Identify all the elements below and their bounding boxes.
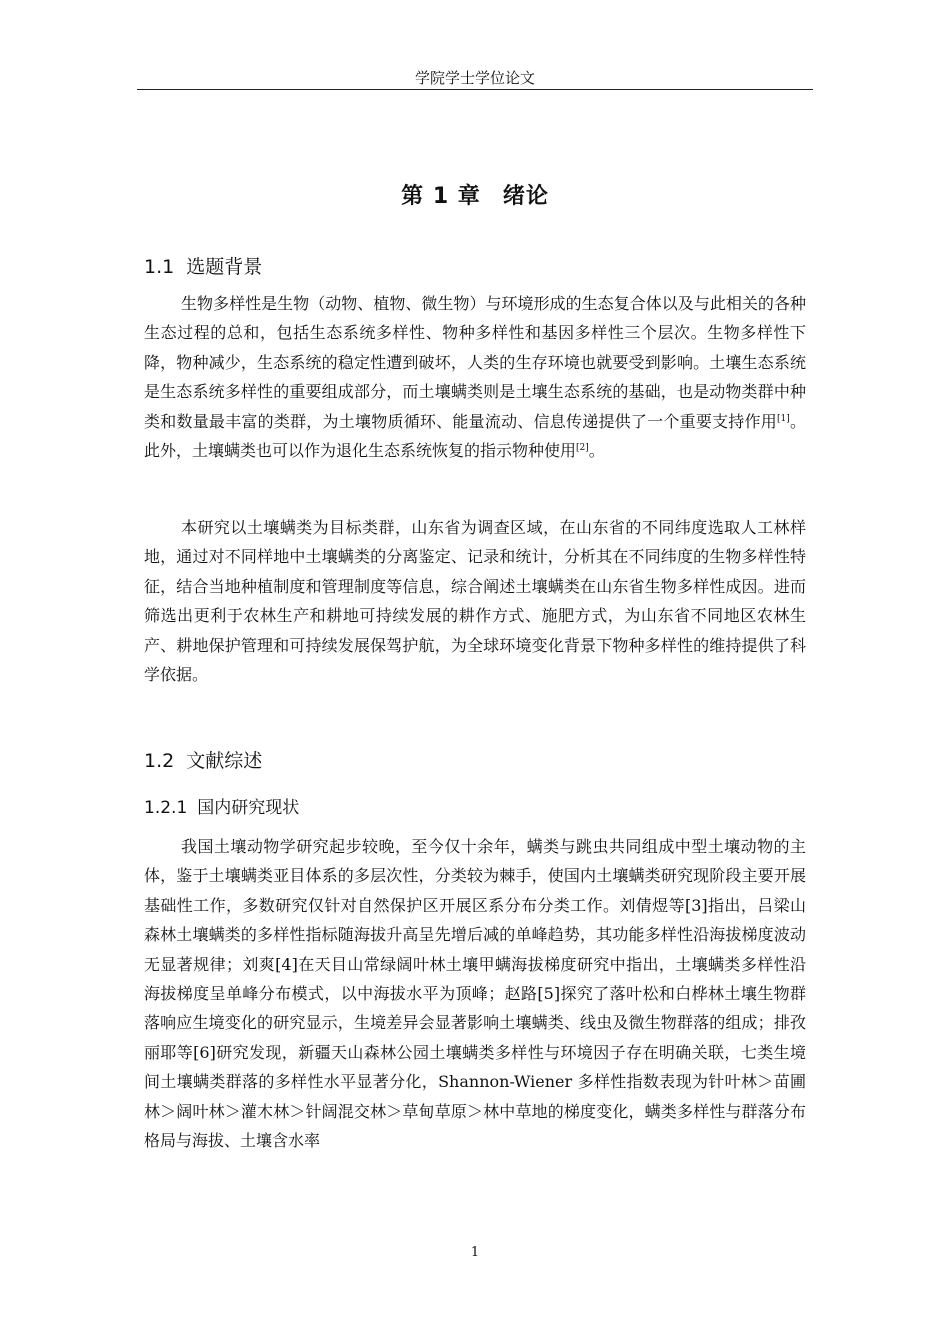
section-title: 选题背景 [186, 256, 263, 278]
section-heading-1-2 [144, 746, 262, 776]
paragraph-domestic-research: 我国土壤动物学研究起步较晚，至今仅十余年，螨类与跳虫共同组成中型土壤动物的主体，鉴于土壤螨类亚目体系的多层次性，分类较为棘手，使国内土壤螨类研究现阶段主要开展基础性工作，多数研究仅针对自然保护区开展区系分布分类工作。刘倩煜等[3]指出，吕梁山森林土壤螨类的多样性指标随海拔升高呈先增后减的单峰趋势，其功能多样性沿海拔梯度波动无显著规律；刘爽[4]在天目山常绿阔叶林土壤甲螨海拔梯度研究中指出，土壤螨类多样性沿海拔梯度呈单峰分布模式，以中海拔水平为顶峰；赵路[5]探究了落叶松和白桦林土壤生物群落响应生境变化的研究显示，生境差异会显著影响土壤螨类、线虫及微生物群落的组成；排孜丽耶等[6]研究发现，新疆天山森林公园土壤螨类多样性与环境因子存在明确关联，七类生境间土壤螨类群落的多样性水平显著分化，Shannon-Wiener 多样性指数表现为针叶林＞苗圃林＞阔叶林＞灌木林＞针阔混交林＞草甸草原＞林中草地的梯度变化，螨类多样性与群落分布格局与海拔、土壤含水率 [144, 837, 806, 1151]
paragraph-text: 。此外，土壤螨类也可以作为退化生态系统恢复的指示物种使用 [144, 411, 806, 461]
subsection-number: 1.2.1 [144, 798, 188, 818]
subsection-title: 国内研究现状 [197, 798, 300, 818]
section-title: 文献综述 [186, 750, 263, 772]
paragraph-text: 生物多样性是生物（动物、植物、微生物）与环境形成的生态复合体以及与此相关的各种生态过程的总和，包括生态系统多样性、物种多样性和基因多样性三个层次。生物多样性下降，物种减少，生态系统的稳定性遭到破坏，人类的生存环境也就要受到影响。土壤生态系统是生态系统多样性的重要组成部分，而土壤螨类则是土壤生态系统的基础，也是动物类群中种类和数量最丰富的类群，为土壤物质循环、能量流动、信息传递提供了一个重要支持作用 [144, 294, 806, 431]
citation-1: [1] [777, 413, 790, 424]
chapter-label: 第 1 章 [401, 184, 481, 209]
paragraph-text: 。 [588, 441, 605, 461]
section-number: 1.1 [144, 256, 175, 278]
paragraph-background-2: 本研究以土壤螨类为目标类群，山东省为调查区域，在山东省的不同纬度选取人工林样地，通过对不同样地中土壤螨类的分离鉴定、记录和统计，分析其在不同纬度的生物多样性特征，结合当地种植制度和管理制度等信息，综合阐述土壤螨类在山东省生物多样性成因。进而筛选出更利于农林生产和耕地可持续发展的耕作方式、施肥方式，为山东省不同地区农林生产、耕地保护管理和可持续发展保驾护航，为全球环境变化背景下物种多样性的维持提供了科学依据。 [144, 518, 806, 685]
citation-2: [2] [576, 443, 589, 454]
section-heading-1-1 [144, 252, 262, 282]
paragraph-background-1 [144, 289, 806, 465]
header-rule [137, 89, 813, 90]
subsection-heading-1-2-1 [144, 794, 299, 822]
chapter-name: 绪论 [502, 184, 549, 209]
section-number: 1.2 [144, 750, 175, 772]
chapter-title [137, 180, 813, 214]
running-header: 学院学士学位论文 [414, 69, 535, 87]
page-number: 1 [470, 1245, 480, 1260]
